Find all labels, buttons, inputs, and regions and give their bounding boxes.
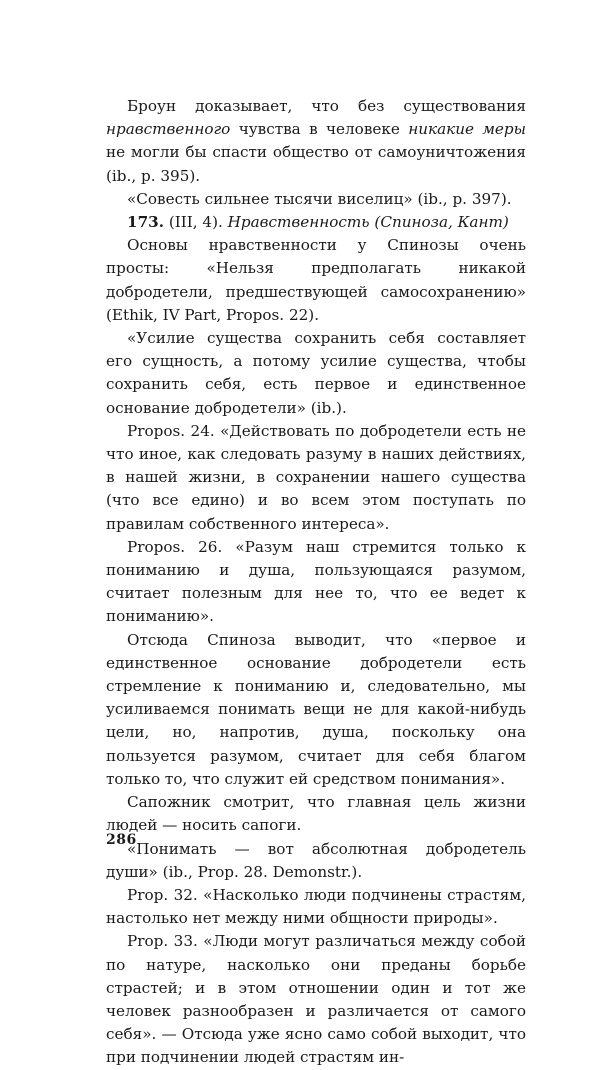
paragraph-conscience: «Совесть сильнее тысячи виселиц» (ib., p. 397). (127, 189, 512, 208)
section-title: Нравственность (Спиноза, Кант) (227, 213, 509, 232)
section-heading (106, 211, 526, 234)
italic-span: нравственного (106, 120, 231, 139)
paragraph-propos-26: Propos. 26. «Разум наш стремится только к пониманию и душа, пользующаяся разумом, считает полезным для нее то, что ее ведет к пониманию». (106, 537, 526, 626)
text-span: чувства в человеке (230, 120, 409, 139)
paragraph-prop-33: Prop. 33. «Люди могут различаться между собой по натуре, насколько они преданы борьбе страстей; и в этом отношении один и тот же человек разнообразен и различается от самого себя». — Отсюда уже ясно само собой выходит, что при подчинении людей страстям ин- (106, 932, 526, 1067)
text-span: не могли бы спасти общество от самоуничтожения (ib., p. 395). (106, 143, 526, 185)
section-number: 173. (127, 213, 164, 232)
text-span: Броун доказывает, что без существования (127, 97, 526, 115)
paragraph-effort: «Усилие существа сохранить себя составляет его сущность, а потому усилие существа, чтобы сохранить себя, есть первое и единственное основание добродетели» (ib.). (106, 329, 526, 417)
paragraph-conclusion: Отсюда Спиноза выводит, что «первое и единственное основание добродетели есть стремление к пониманию и, следовательно, мы усиливаемся понимать вещи не для какой-нибудь цели, но, напротив, душа, поскольку она пользуется разумом, считает для себя благом только то, что служит ей средством понимания». (106, 630, 526, 788)
page-number: 286 (106, 832, 137, 848)
paragraph-spinoza-basics: Основы нравственности у Спинозы очень просты: «Нельзя предполагать никакой добродетели, предшествующей самосохранению» (Ethik, IV Part, Propos. 22). (106, 236, 526, 324)
paragraph-understanding: «Понимать — вот абсолютная добродетель души» (ib., Prop. 28. Demonstr.). (106, 839, 526, 881)
page-body (106, 95, 526, 1070)
paragraph-propos-24: Propos. 24. «Действовать по добродетели есть не что иное, как следовать разуму в наших действиях, в нашей жизни, в сохранении нашего существа (что все едино) и во всем этом поступать по правилам собственного интереса». (106, 421, 526, 533)
paragraph-shoemaker: Сапожник смотрит, что главная цель жизни людей — носить сапоги. (106, 793, 526, 835)
paragraph-brown (106, 95, 526, 188)
paragraph-prop-32: Prop. 32. «Насколько люди подчинены страстям, настолько нет между ними общности природы». (106, 885, 526, 928)
section-ref: (III, 4). (164, 213, 228, 232)
italic-span: никакие меры (408, 120, 527, 139)
